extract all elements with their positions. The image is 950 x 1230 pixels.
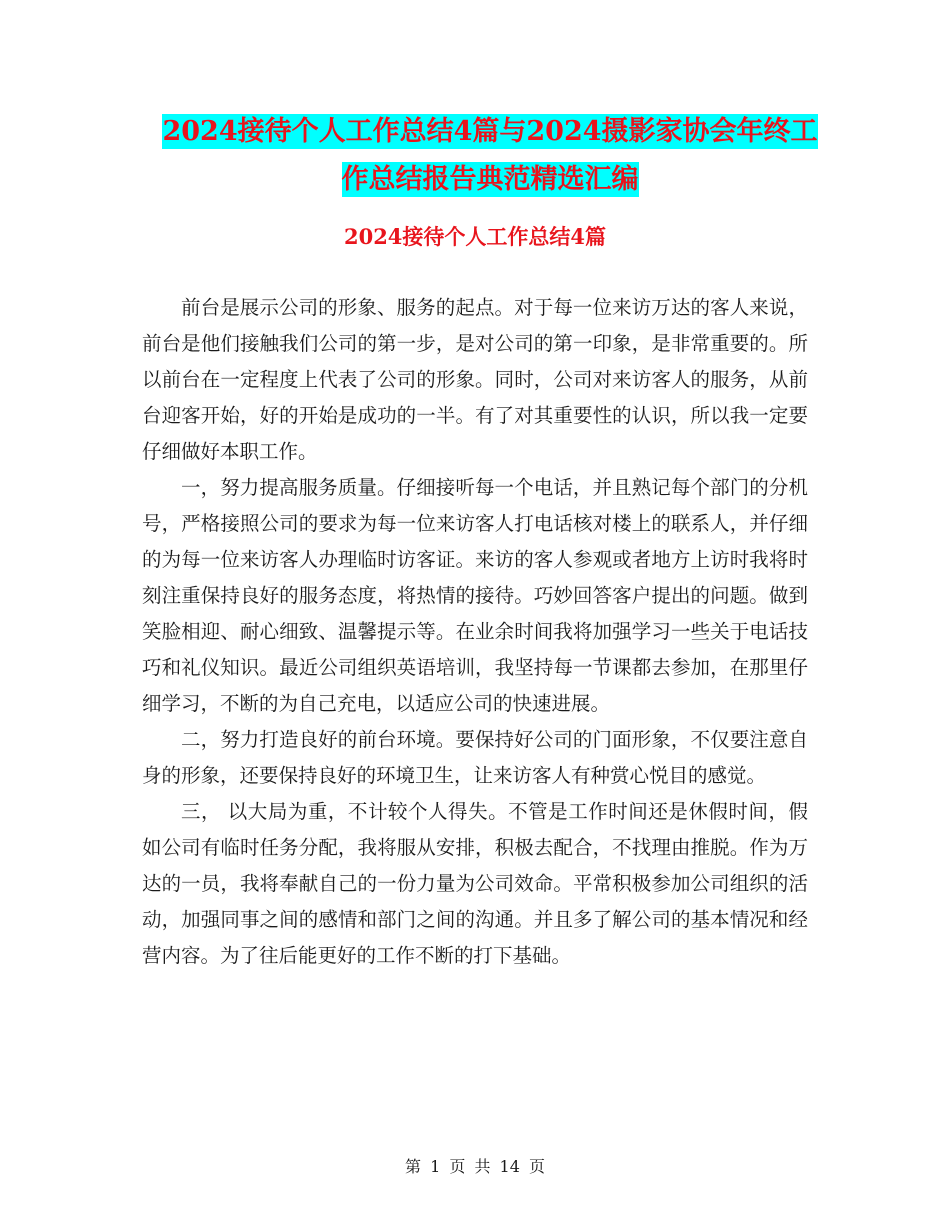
document-title (140, 108, 840, 204)
paragraph: 二，努力打造良好的前台环境。要保持好公司的门面形象，不仅要注意自身的形象，还要保持良好的环境卫生，让来访客人有种赏心悦目的感觉。 (142, 728, 808, 787)
document-body (142, 290, 808, 974)
page-footer: 第 1 页 共 14 页 (405, 1157, 545, 1176)
paragraph: 一，努力提高服务质量。仔细接听每一个电话，并且熟记每个部门的分机号，严格接照公司的要求为每一位来访客人打电话核对楼上的联系人，并仔细的为每一位来访客人办理临时访客证。来访的客人参观或者地方上访时我将时刻注重保持良好的服务态度，将热情的接待。巧妙回答客户提出的问题。做到笑脸相迎、耐心细致、温馨提示等。在业余时间我将加强学习一些关于电话技巧和礼仪知识。最近公司组织英语培训，我坚持每一节课都去参加，在那里仔细学习，不断的为自己充电，以适应公司的快速进展。 (142, 476, 808, 715)
document-title-line-1: 2024接待个人工作总结4篇与2024摄影家协会年终工 (162, 116, 818, 147)
paragraph: 三， 以大局为重，不计较个人得失。不管是工作时间还是休假时间，假如公司有临时任务分配，我将服从安排，积极去配合，不找理由推脱。作为万达的一员，我将奉献自己的一份力量为公司效命。平常积极参加公司组织的活动，加强同事之间的感情和部门之间的沟通。并且多了解公司的基本情况和经营内容。为了往后能更好的工作不断的打下基础。 (142, 800, 808, 967)
document-title-line-2: 作总结报告典范精选汇编 (341, 164, 639, 195)
section-heading: 2024接待个人工作总结4篇 (343, 224, 607, 249)
paragraph: 前台是展示公司的形象、服务的起点。对于每一位来访万达的客人来说，前台是他们接触我们公司的第一步，是对公司的第一印象，是非常重要的。所以前台在一定程度上代表了公司的形象。同时，公司对来访客人的服务，从前台迎客开始，好的开始是成功的一半。有了对其重要性的认识，所以我一定要仔细做好本职工作。 (142, 296, 808, 463)
